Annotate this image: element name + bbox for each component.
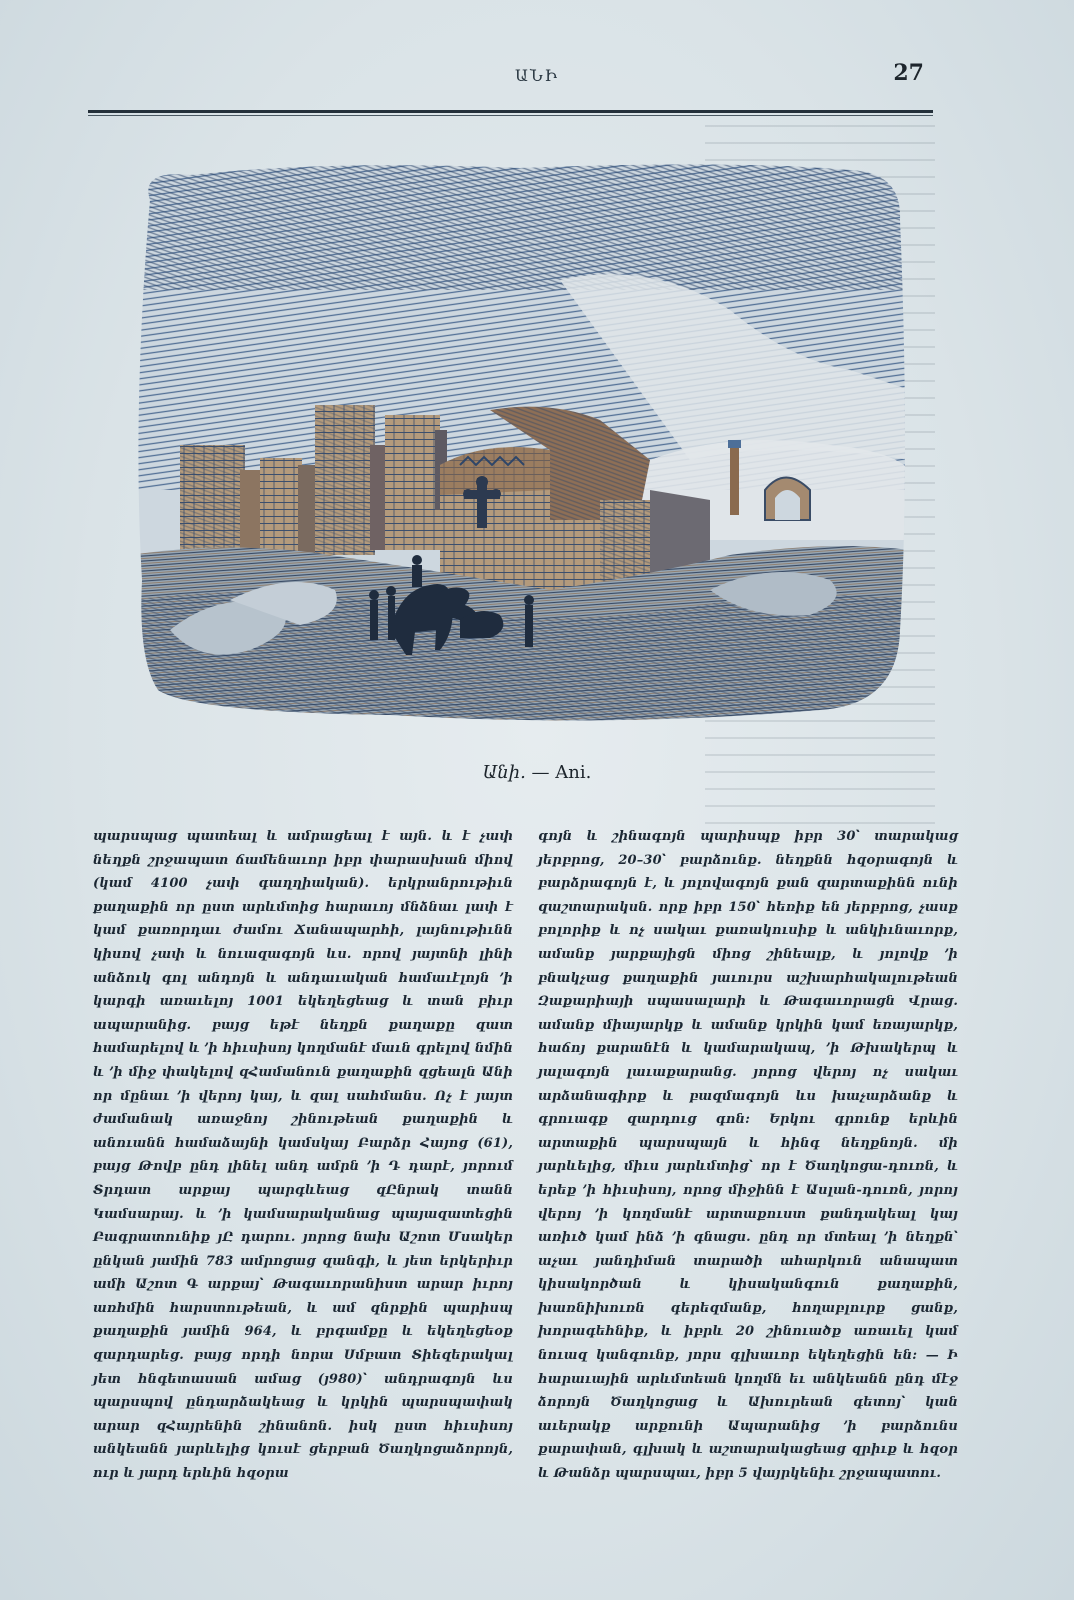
header-rule-thin <box>88 115 933 116</box>
page-number: 27 <box>893 60 924 86</box>
body-column-left <box>93 825 513 1486</box>
header-rule <box>88 110 933 113</box>
caption-dash: — <box>531 762 550 783</box>
body-column-right <box>538 825 958 1486</box>
figure-caption <box>0 762 1074 783</box>
paragraph-right: գոյն և շինագոյն պարիսպք իբր 30՝ տարակաց յերբրոց, 20–30՝ բարձունք. նեղքնն հզօրագոյն և բարձրագոյն է, և յոլովագոյն քան զարտաքինն ունի զաշտարակսն. որք իբր 150՝ հեռիք են յերբրոց, չասք բոլորիք և ոչ սակաւ քառակուսիք և անկիւնաւորք, ամանք յարքայիցն միոց շինեալք, և յոլովք ՚ի բնակչաց քաղաքին յաւուրս աշխարհակալութեան Զաքարիայի սպասալարի և Թագաւորացն Վրաց. ամանք միայարկք և ամանք կրկին կամ եռայարկք, հաճոյ քարանէն և կամարակապ, ՚ի Թխակերպ և յալագոյն լաւաքարանց. յորոց վերոյ ոչ սակաւ արձանագիրք և բազմագոյն ևս խաչարձանք և գրուագք զարդուց գոն: Երկու գրունք երևին արտաքին պարսպայն և հինգ նեղքնոյն. մի յարևելից, միւս յարևմտից՝ որ է Ծաղկոցա-դուռն, և երեք ՚ի հիւսիսոյ, որոց միջինն է Ասլան-դուռն, յորոյ վերոյ ՚ի կողմանէ արտաքուստ քանդակեալ կայ առիւծ կամ ինձ ՚ի գնացս. ընդ որ մտեալ ՚ի նեղքն՝ աչաւ յանդիման տարածի ահարկուն անապատ կիսակործան և կիսականգուն քաղաքին, խառնիխուռն գերեզմանք, հողաբլուրք ցանք, խորագեհնիք, և իբրև 20 շինուածք առաւել կամ նուազ կանգունք, յորս գլխաւոր եկեղեցին են: — Ի հարաւային արևմտեան կողմն եւ անկեանն ընդ մէջ ձորոյն Ծաղկոցաց և Ախուրեան գետոյ՝ կան աւերակք արքունի Ապարանից ՚ի բարձունս քարափան, գլխակ և աշտարակացեաց զրիւք և հզօր և Թանձր պարսպաւ, իբր 5 վայրկենիւ շրջապատու. <box>538 829 958 1482</box>
ani-ruins-engraving <box>130 160 910 725</box>
paragraph-left: պարսպաց պատեալ և ամրացեալ է այն. և է չափ նեղքն շրջապատ ճամենաւոր իբր փարասխան միով (կամ 4100 չափ գաղղիական). երկրանրութիւն քաղաքին որ ըստ արևմտից հարաւոյ մնձնաւ լափ է կամ քառորդաւ ժամու Ճանապարհի, լայնութիւնն կիսով չափ և նուազագոյն ևս. որով յայտնի լինի անձուկ գոլ անդոյն և անդաւական համաւէլոյն ՚ի կարգի առաւելոյ 1001 եկեղեցեաց և տան բիւր ապարանից. բայց եթէ նեղքն քաղաքը զատ համարելով և ՚ի հիւսիսոյ կողմանէ մաւն գրելով նմին և ՚ի միջ փակելով զՀամանուն քաղաքին զցեալն Անի որ մընաւ ՚ի վերոյ կայ, և զալ սահմանս. Ոչ է յայտ ժամանակ առաջնոյ շինութեան քաղաքին և անուանն համաձայնի կամսկայ Բարձր Հայոց (61), բայց Թովբ ընդ լինել անդ ամրն ՚ի Դ դարէ, յորում Տրդատ արքայ պարգևեաց զԸնրակ տանն Կամսարայ. և ՚ի կամսարականաց պայազատեցին Բագրատունիք յԸ դարու. յորոց նախ Աշոտ Մսակեր ընկան յամին 783 ամրոցաց զանգի, և յետ երկերիւր ամի Աշոտ Գ արքայ՝ Թագաւորանիստ արար իւրոյ առհմին հարստութեան, և ամ զնրքին պարիսպ քաղաքին յամին 964, և բրգամքը և եկեղեցեօք զարդարեց. բայց որդի նորա Սմբատ Տիեզերակալ յետ հնգետասան ամաց (յ980)՝ անդրագոյն ևս պարսպով ընդարձակեաց և կրկին պարսպափակ արար զՀայրենին շինանոն. իսկ ըստ հիւսիսոյ անկեանն յարևելից կուսէ ցերբան Ծաղկոցաձորոյն, ուր և յարդ երևին հզօրա <box>93 829 513 1482</box>
caption-latin: Ani. <box>555 762 592 783</box>
caption-armenian: Անի. <box>482 762 526 783</box>
running-title: ԱՆԻ <box>514 66 560 85</box>
